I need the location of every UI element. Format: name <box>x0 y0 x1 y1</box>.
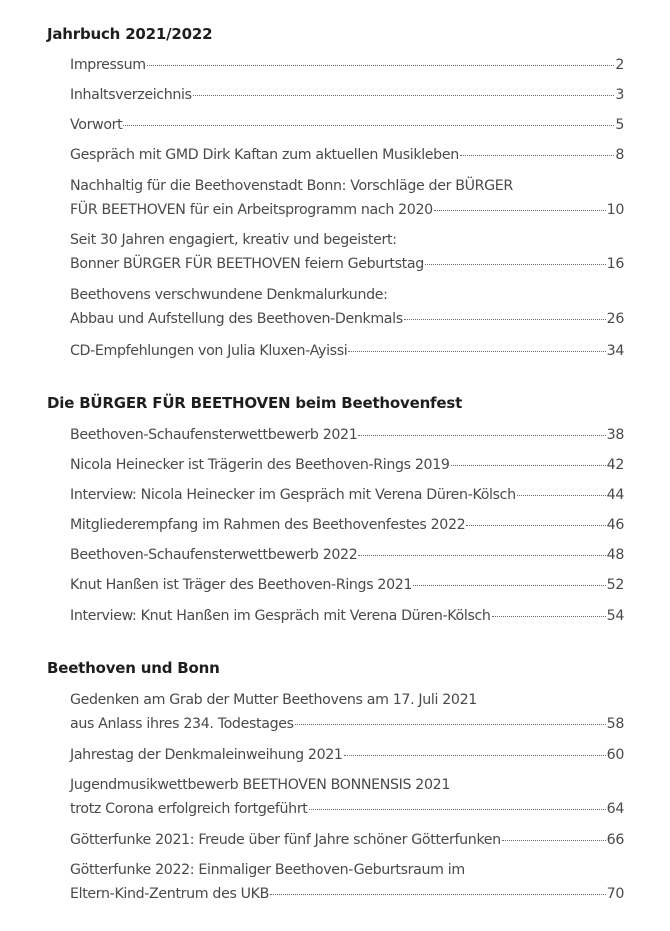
dot-leader <box>460 154 614 156</box>
toc-entry[interactable] <box>70 228 624 276</box>
entry-title: Götterfunke 2021: Freude über fünf Jahre schöner Götterfunken <box>70 832 501 848</box>
page-number: 26 <box>606 311 624 327</box>
entry-title-line1: Götterfunke 2022: Einmaliger Beethoven-Geburtsraum im <box>70 862 465 878</box>
entry-title: Mitgliederempfang im Rahmen des Beethovenfestes 2022 <box>70 517 466 533</box>
entry-title: Gespräch mit GMD Dirk Kaftan zum aktuellen Musikleben <box>70 147 459 163</box>
entry-title: aus Anlass ihres 234. Todestages <box>70 716 294 732</box>
dot-leader <box>358 434 605 436</box>
toc-entry[interactable] <box>70 828 624 852</box>
dot-leader <box>517 494 606 496</box>
page-number: 5 <box>615 117 624 133</box>
entry-title: Interview: Nicola Heinecker im Gespräch mit Verena Düren-Kölsch <box>70 487 516 503</box>
section-heading: Die BÜRGER FÜR BEETHOVEN beim Beethovenfest <box>47 394 463 412</box>
dot-leader <box>309 808 606 810</box>
entry-title-line1: Beethovens verschwundene Denkmalurkunde: <box>70 287 388 303</box>
dot-leader <box>193 94 615 96</box>
entry-title: Bonner BÜRGER FÜR BEETHOVEN feiern Geburtstag <box>70 256 424 272</box>
dot-leader <box>466 524 605 526</box>
dot-leader <box>295 723 606 725</box>
page-number: 54 <box>606 608 624 624</box>
toc-entry[interactable] <box>70 143 624 167</box>
page-number: 44 <box>606 487 624 503</box>
toc-entry[interactable] <box>70 423 624 447</box>
entry-title-line1: Gedenken am Grab der Mutter Beethovens am 17. Juli 2021 <box>70 692 477 708</box>
toc-entry[interactable] <box>70 83 624 107</box>
dot-leader <box>404 318 606 320</box>
page-number: 42 <box>606 457 624 473</box>
dot-leader <box>123 124 614 126</box>
toc-entry[interactable] <box>70 339 624 363</box>
entry-title: Interview: Knut Hanßen im Gespräch mit Verena Düren-Kölsch <box>70 608 491 624</box>
toc-entry[interactable] <box>70 743 624 767</box>
toc-entry[interactable] <box>70 543 624 567</box>
dot-leader <box>358 554 605 556</box>
dot-leader <box>344 754 606 756</box>
toc-entry[interactable] <box>70 513 624 537</box>
dot-leader <box>434 209 606 211</box>
dot-leader <box>425 263 606 265</box>
entry-title: Beethoven-Schaufensterwettbewerb 2022 <box>70 547 358 563</box>
entry-title: Impressum <box>70 57 146 73</box>
dot-leader <box>502 839 606 841</box>
page-number: 8 <box>615 147 624 163</box>
entry-title: Nicola Heinecker ist Trägerin des Beethoven-Rings 2019 <box>70 457 450 473</box>
entry-title-line1: Seit 30 Jahren engagiert, kreativ und begeistert: <box>70 232 397 248</box>
toc-entry[interactable] <box>70 53 624 77</box>
toc-entry[interactable] <box>70 688 624 736</box>
toc-entry[interactable] <box>70 113 624 137</box>
entry-title: Knut Hanßen ist Träger des Beethoven-Rings 2021 <box>70 577 413 593</box>
toc-entry[interactable] <box>70 283 624 331</box>
page-number: 38 <box>606 427 624 443</box>
page-number: 58 <box>606 716 624 732</box>
toc-entry[interactable] <box>70 573 624 597</box>
toc-entry[interactable] <box>70 773 624 821</box>
entry-title: Inhaltsverzeichnis <box>70 87 192 103</box>
dot-leader <box>451 464 606 466</box>
entry-title: trotz Corona erfolgreich fortgeführt <box>70 801 308 817</box>
page-number: 64 <box>606 801 624 817</box>
entry-title: Vorwort <box>70 117 123 133</box>
entry-title: FÜR BEETHOVEN für ein Arbeitsprogramm nach 2020 <box>70 202 433 218</box>
page-number: 66 <box>606 832 624 848</box>
section-heading: Beethoven und Bonn <box>47 659 220 677</box>
entry-title: Eltern-Kind-Zentrum des UKB <box>70 886 270 902</box>
entry-title-line1: Jugendmusikwettbewerb BEETHOVEN BONNENSIS 2021 <box>70 777 451 793</box>
dot-leader <box>147 64 615 66</box>
page-number: 3 <box>615 87 624 103</box>
page-number: 60 <box>606 747 624 763</box>
toc-entry[interactable] <box>70 174 624 222</box>
page-number: 2 <box>615 57 624 73</box>
page-number: 46 <box>606 517 624 533</box>
entry-title-line1: Nachhaltig für die Beethovenstadt Bonn: Vorschläge der BÜRGER <box>70 178 513 194</box>
entry-title: Beethoven-Schaufensterwettbewerb 2021 <box>70 427 358 443</box>
page-number: 16 <box>606 256 624 272</box>
dot-leader <box>413 584 606 586</box>
page-number: 52 <box>606 577 624 593</box>
entry-title: Abbau und Aufstellung des Beethoven-Denkmals <box>70 311 403 327</box>
page-number: 48 <box>606 547 624 563</box>
toc-entry[interactable] <box>70 858 624 906</box>
dot-leader <box>270 893 606 895</box>
page-number: 10 <box>606 202 624 218</box>
section-heading: Jahrbuch 2021/2022 <box>47 25 213 43</box>
toc-entry[interactable] <box>70 483 624 507</box>
dot-leader <box>348 350 605 352</box>
entry-title: Jahrestag der Denkmaleinweihung 2021 <box>70 747 343 763</box>
toc-entry[interactable] <box>70 604 624 628</box>
dot-leader <box>492 615 606 617</box>
page-number: 34 <box>606 343 624 359</box>
toc-entry[interactable] <box>70 453 624 477</box>
entry-title: CD-Empfehlungen von Julia Kluxen-Ayissi <box>70 343 348 359</box>
page-number: 70 <box>606 886 624 902</box>
